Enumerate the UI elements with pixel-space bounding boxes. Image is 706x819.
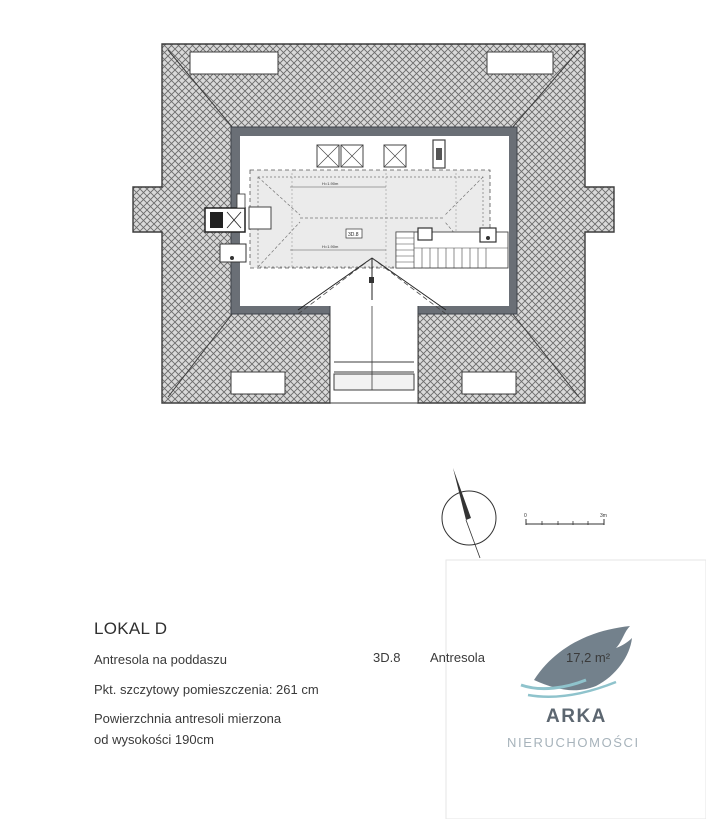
room-tag-label: 3D.8 (348, 232, 359, 238)
room-area: 17,2 m² (566, 650, 611, 665)
area-note-line2: od wysokości 190cm (94, 732, 214, 747)
entrance-corridor (330, 300, 418, 403)
roof-ledge (231, 372, 285, 394)
staircase (396, 228, 508, 268)
unit-description: Antresola na poddaszu (94, 652, 227, 667)
scale-start-label: 0 (524, 513, 527, 519)
room-code: 3D.8 (373, 650, 401, 665)
brand-subtitle: NIERUCHOMOŚCI (507, 735, 640, 750)
skylight (249, 207, 271, 229)
unit-title: LOKAL D (94, 619, 168, 638)
ridge-height-text: Pkt. szczytowy pomieszczenia: 261 cm (94, 682, 319, 697)
brand-name: ARKA (546, 706, 607, 727)
scale-end-label: 3m (600, 513, 607, 519)
roof-ledge (462, 372, 516, 394)
roof-ledge (190, 52, 278, 74)
arka-logo (446, 560, 706, 819)
dimension-label-top: H=1.90m (322, 181, 339, 186)
scale-bar (524, 513, 607, 525)
dimension-label-bottom: H=1.90m (322, 244, 339, 249)
roof-ledge (487, 52, 553, 74)
room-name: Antresola (430, 650, 485, 665)
area-note-line1: Powierzchnia antresoli mierzona (94, 711, 282, 726)
north-arrow-icon (442, 468, 496, 558)
